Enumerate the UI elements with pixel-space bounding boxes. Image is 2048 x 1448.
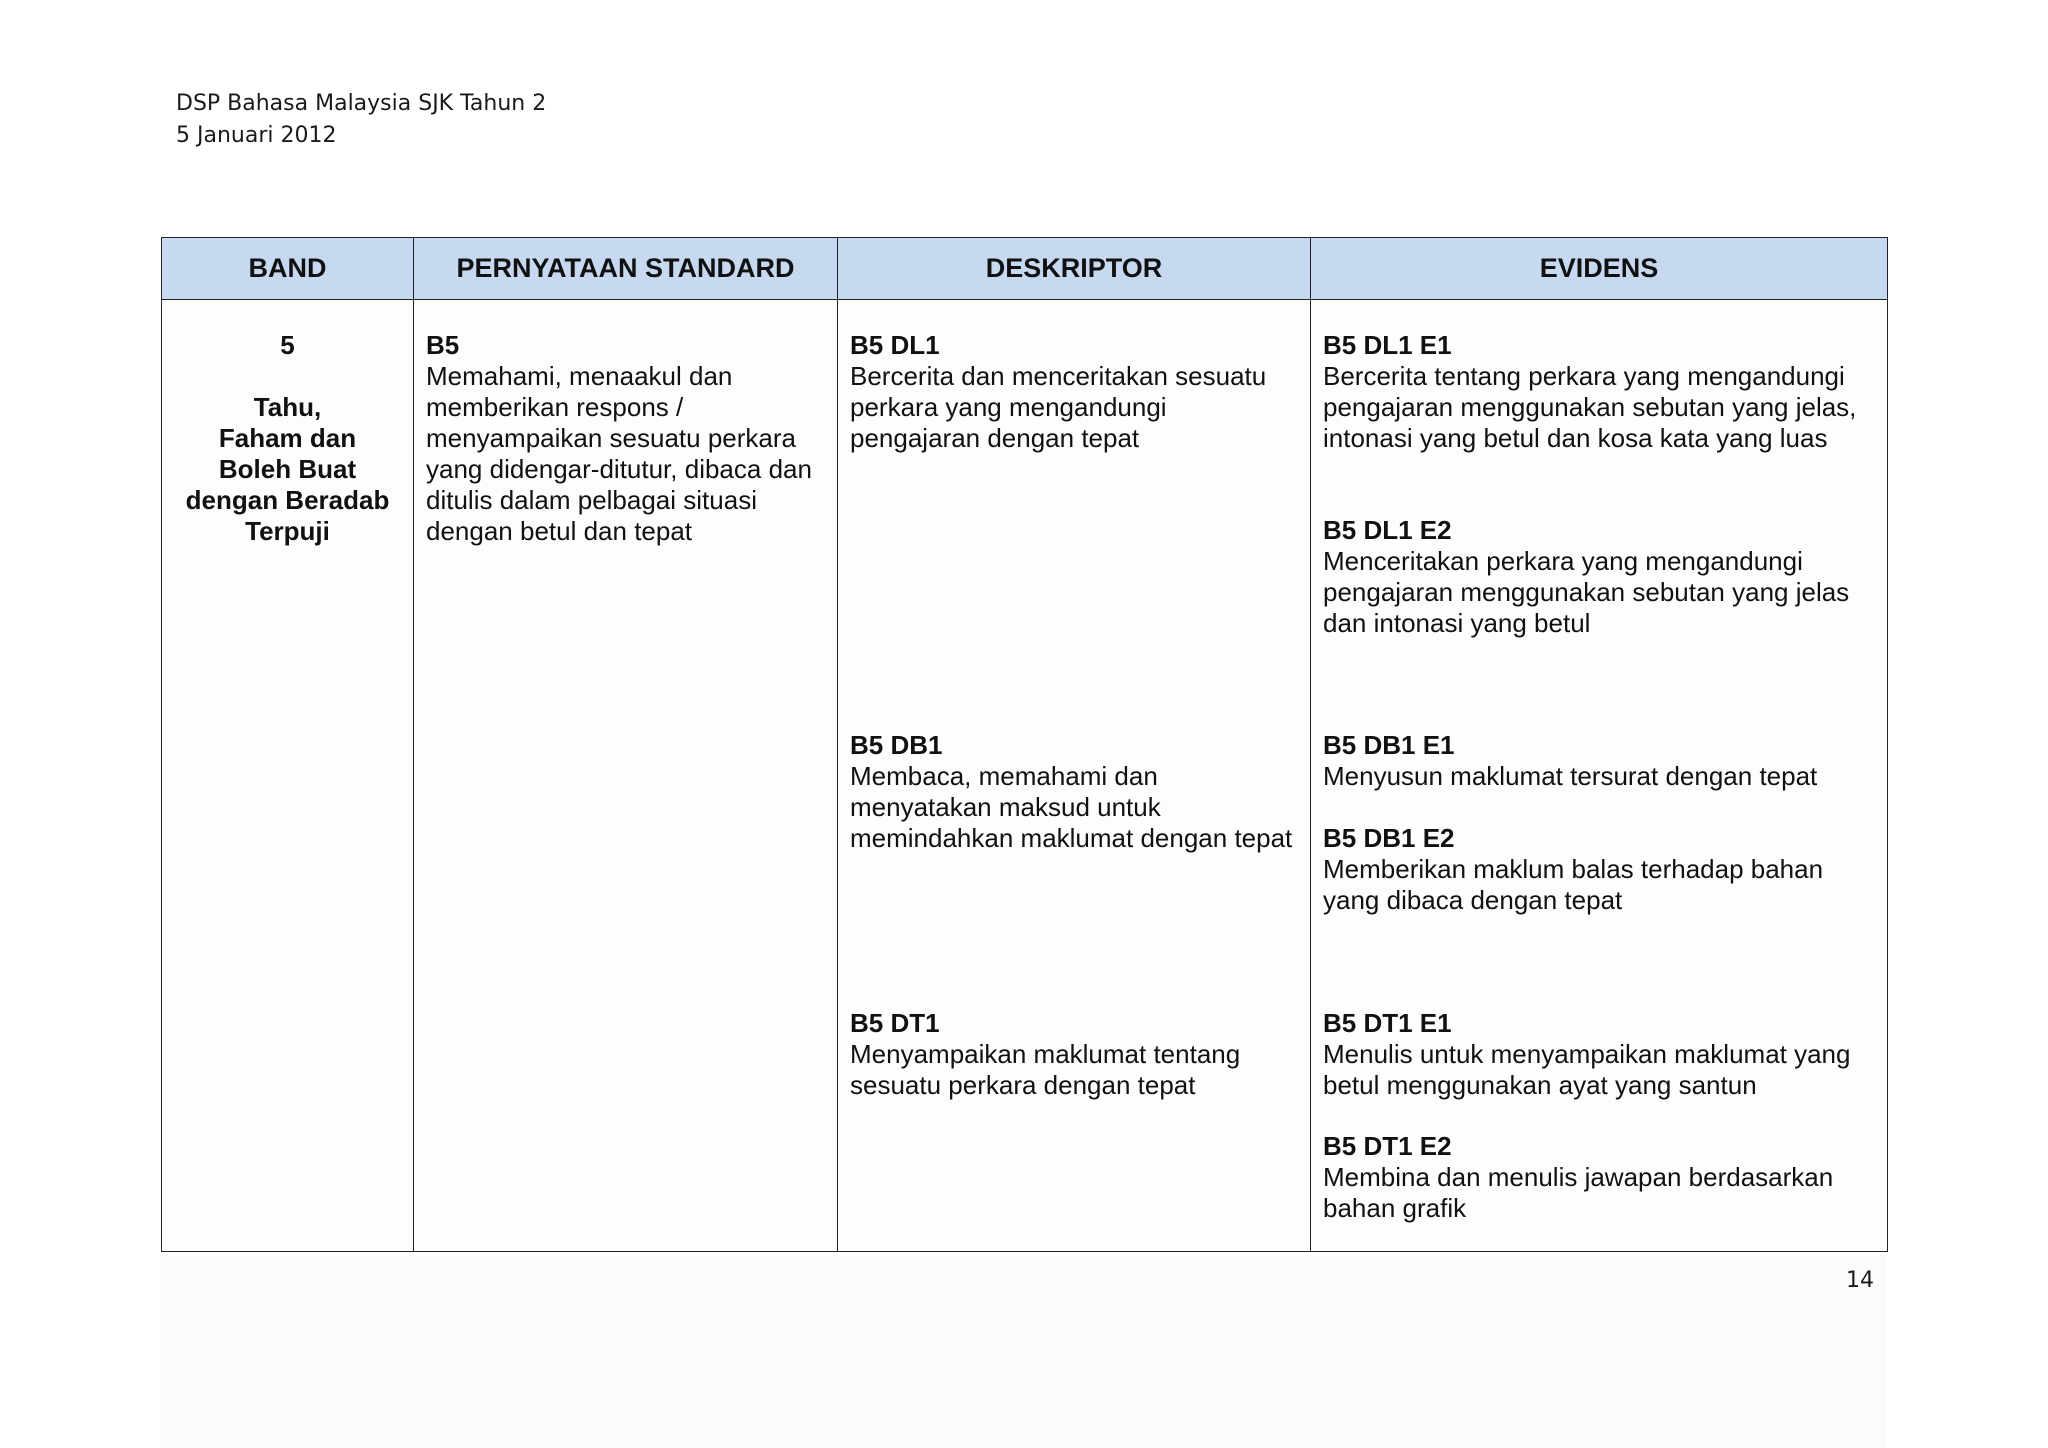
band-title: Tahu, Faham dan Boleh Buat dengan Beradab Terpuji <box>185 392 390 546</box>
descriptor-item <box>850 730 1300 854</box>
evidence-code: B5 DT1 E1 <box>1323 1008 1452 1038</box>
descriptor-code: B5 DB1 <box>850 730 943 760</box>
column-header-band: BAND <box>162 238 414 300</box>
band-cell <box>162 300 414 1252</box>
evidence-code: B5 DT1 E2 <box>1323 1131 1452 1161</box>
descriptor-code: B5 DL1 <box>850 330 940 360</box>
evidence-text: Membina dan menulis jawapan berdasarkan bahan grafik <box>1323 1162 1834 1223</box>
evidence-text: Menulis untuk menyampaikan maklumat yang betul menggunakan ayat yang santun <box>1323 1039 1851 1100</box>
standard-text: Memahami, menaakul dan memberikan respons / menyampaikan sesuatu perkara yang didengar-ditutur, dibaca dan ditulis dalam pelbagai situasi dengan betul dan tepat <box>426 361 812 546</box>
evidence-code: B5 DB1 E2 <box>1323 823 1455 853</box>
document-date: 5 Januari 2012 <box>176 123 337 148</box>
document-title: DSP Bahasa Malaysia SJK Tahun 2 <box>176 91 547 116</box>
descriptor-text: Menyampaikan maklumat tentang sesuatu perkara dengan tepat <box>850 1039 1241 1100</box>
evidence-item <box>1323 1131 1877 1224</box>
evidence-cell <box>1311 300 1888 1252</box>
page-number: 14 <box>1846 1268 1874 1293</box>
descriptor-cell <box>838 300 1311 1252</box>
evidence-code: B5 DL1 E1 <box>1323 330 1452 360</box>
evidence-code: B5 DL1 E2 <box>1323 515 1452 545</box>
evidence-item <box>1323 823 1877 916</box>
table-row <box>162 300 1888 1252</box>
standard-code: B5 <box>426 330 460 360</box>
table-header-row <box>162 238 1888 300</box>
evidence-item <box>1323 730 1877 792</box>
column-header-descriptor: DESKRIPTOR <box>838 238 1311 300</box>
standards-table <box>161 237 1888 1252</box>
evidence-text: Menyusun maklumat tersurat dengan tepat <box>1323 761 1818 791</box>
descriptor-item <box>850 330 1300 454</box>
evidence-item <box>1323 330 1877 454</box>
band-number: 5 <box>280 330 295 360</box>
page-header <box>176 88 546 152</box>
evidence-text: Memberikan maklum balas terhadap bahan yang dibaca dengan tepat <box>1323 854 1824 915</box>
descriptor-text: Membaca, memahami dan menyatakan maksud untuk memindahkan maklumat dengan tepat <box>850 761 1293 853</box>
evidence-code: B5 DB1 E1 <box>1323 730 1455 760</box>
evidence-text: Menceritakan perkara yang mengandungi pengajaran menggunakan sebutan yang jelas dan intonasi yang betul <box>1323 546 1850 638</box>
descriptor-code: B5 DT1 <box>850 1008 940 1038</box>
evidence-text: Bercerita tentang perkara yang mengandungi pengajaran menggunakan sebutan yang jelas, intonasi yang betul dan kosa kata yang luas <box>1323 361 1857 453</box>
evidence-item <box>1323 515 1877 639</box>
evidence-item <box>1323 1008 1877 1101</box>
column-header-standard: PERNYATAAN STANDARD <box>414 238 838 300</box>
column-header-evidence: EVIDENS <box>1311 238 1888 300</box>
page-background-panel <box>161 1255 1886 1448</box>
descriptor-item <box>850 1008 1300 1101</box>
descriptor-text: Bercerita dan menceritakan sesuatu perkara yang mengandungi pengajaran dengan tepat <box>850 361 1267 453</box>
standard-cell <box>414 300 838 1252</box>
